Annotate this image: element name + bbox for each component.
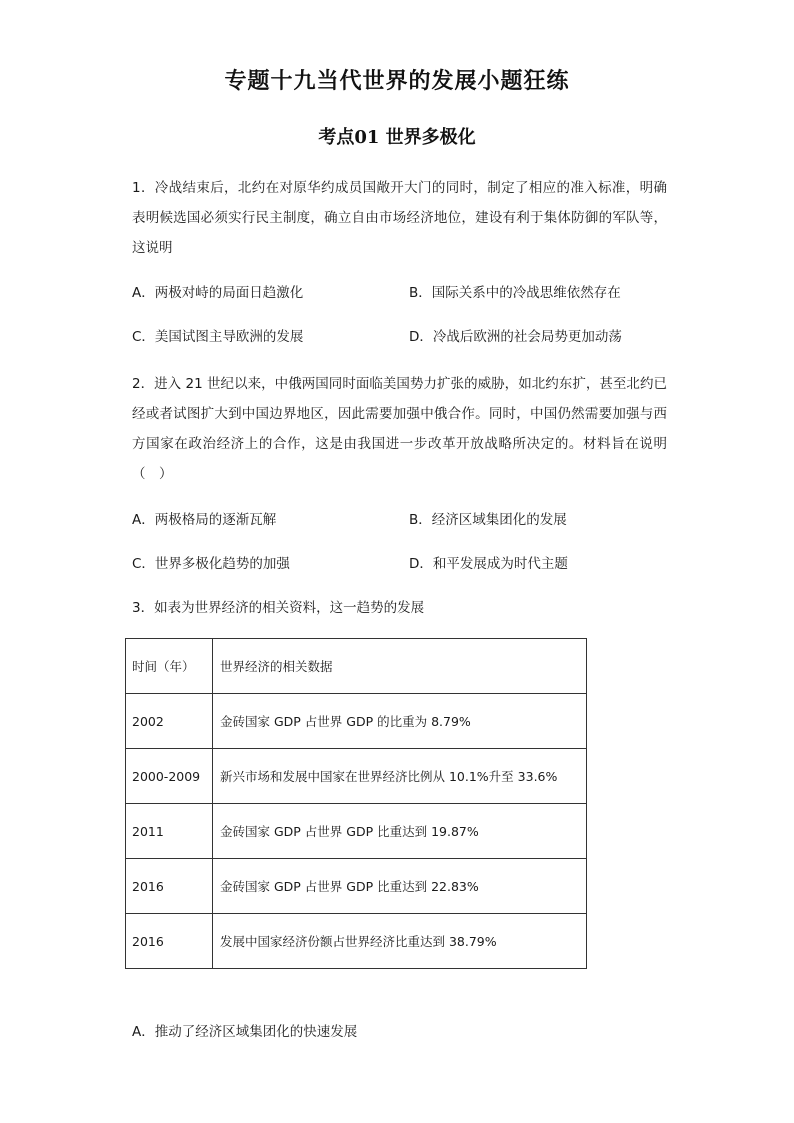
table-cell-year: 2016 <box>126 914 213 969</box>
table-cell-data: 发展中国家经济份额占世界经济比重达到 38.79% <box>213 914 587 969</box>
table-cell-data: 金砖国家 GDP 占世界 GDP 比重达到 22.83% <box>213 859 587 914</box>
question-1-option-c: C．美国试图主导欧洲的发展 <box>132 329 304 345</box>
table-row <box>126 749 587 804</box>
question-2-option-a: A．两极格局的逐渐瓦解 <box>132 512 277 528</box>
table-row <box>126 859 587 914</box>
question-1-stem: 1．冷战结束后，北约在对原华约成员国敞开大门的同时，制定了相应的准入标准，明确表明候选国必须实行民主制度，确立自由市场经济地位，建设有利于集体防御的军队等，这说明 <box>132 180 667 256</box>
table-cell-data: 新兴市场和发展中国家在世界经济比例从 10.1%升至 33.6% <box>213 749 587 804</box>
question-1-option-b: B．国际关系中的冷战思维依然存在 <box>409 285 621 301</box>
table-row <box>126 914 587 969</box>
page-title: 专题十九当代世界的发展小题狂练 <box>224 68 570 94</box>
table-cell-year: 2011 <box>126 804 213 859</box>
economy-data-table <box>125 638 587 969</box>
table-row <box>126 804 587 859</box>
question-3-option-a: A．推动了经济区域集团化的快速发展 <box>132 1024 358 1040</box>
table-cell-data: 金砖国家 GDP 占世界 GDP 的比重为 8.79% <box>213 694 587 749</box>
table-header-cell: 时间（年） <box>126 639 213 694</box>
table-row <box>126 694 587 749</box>
question-2-stem: 2．进入 21 世纪以来，中俄两国同时面临美国势力扩张的威胁，如北约东扩，甚至北约已经或者试图扩大到中国边界地区，因此需要加强中俄合作。同时，中国仍然需要加强与西方国家在政治经济上的合作，这是由我国进一步改革开放战略所决定的。材料旨在说明（ ） <box>132 376 667 482</box>
question-1-option-a: A．两极对峙的局面日趋激化 <box>132 285 304 301</box>
section-subtitle: 考点01 世界多极化 <box>318 127 476 148</box>
table-header-row <box>126 639 587 694</box>
question-1-option-d: D．冷战后欧洲的社会局势更加动荡 <box>409 329 622 345</box>
question-2-option-b: B．经济区域集团化的发展 <box>409 512 567 528</box>
table-cell-data: 金砖国家 GDP 占世界 GDP 比重达到 19.87% <box>213 804 587 859</box>
question-2-option-d: D．和平发展成为时代主题 <box>409 556 568 572</box>
question-2-option-c: C．世界多极化趋势的加强 <box>132 556 290 572</box>
table-cell-year: 2002 <box>126 694 213 749</box>
question-3-stem: 3．如表为世界经济的相关资料，这一趋势的发展 <box>132 600 425 616</box>
table-cell-year: 2016 <box>126 859 213 914</box>
table-cell-year: 2000-2009 <box>126 749 213 804</box>
table-header-cell: 世界经济的相关数据 <box>213 639 587 694</box>
